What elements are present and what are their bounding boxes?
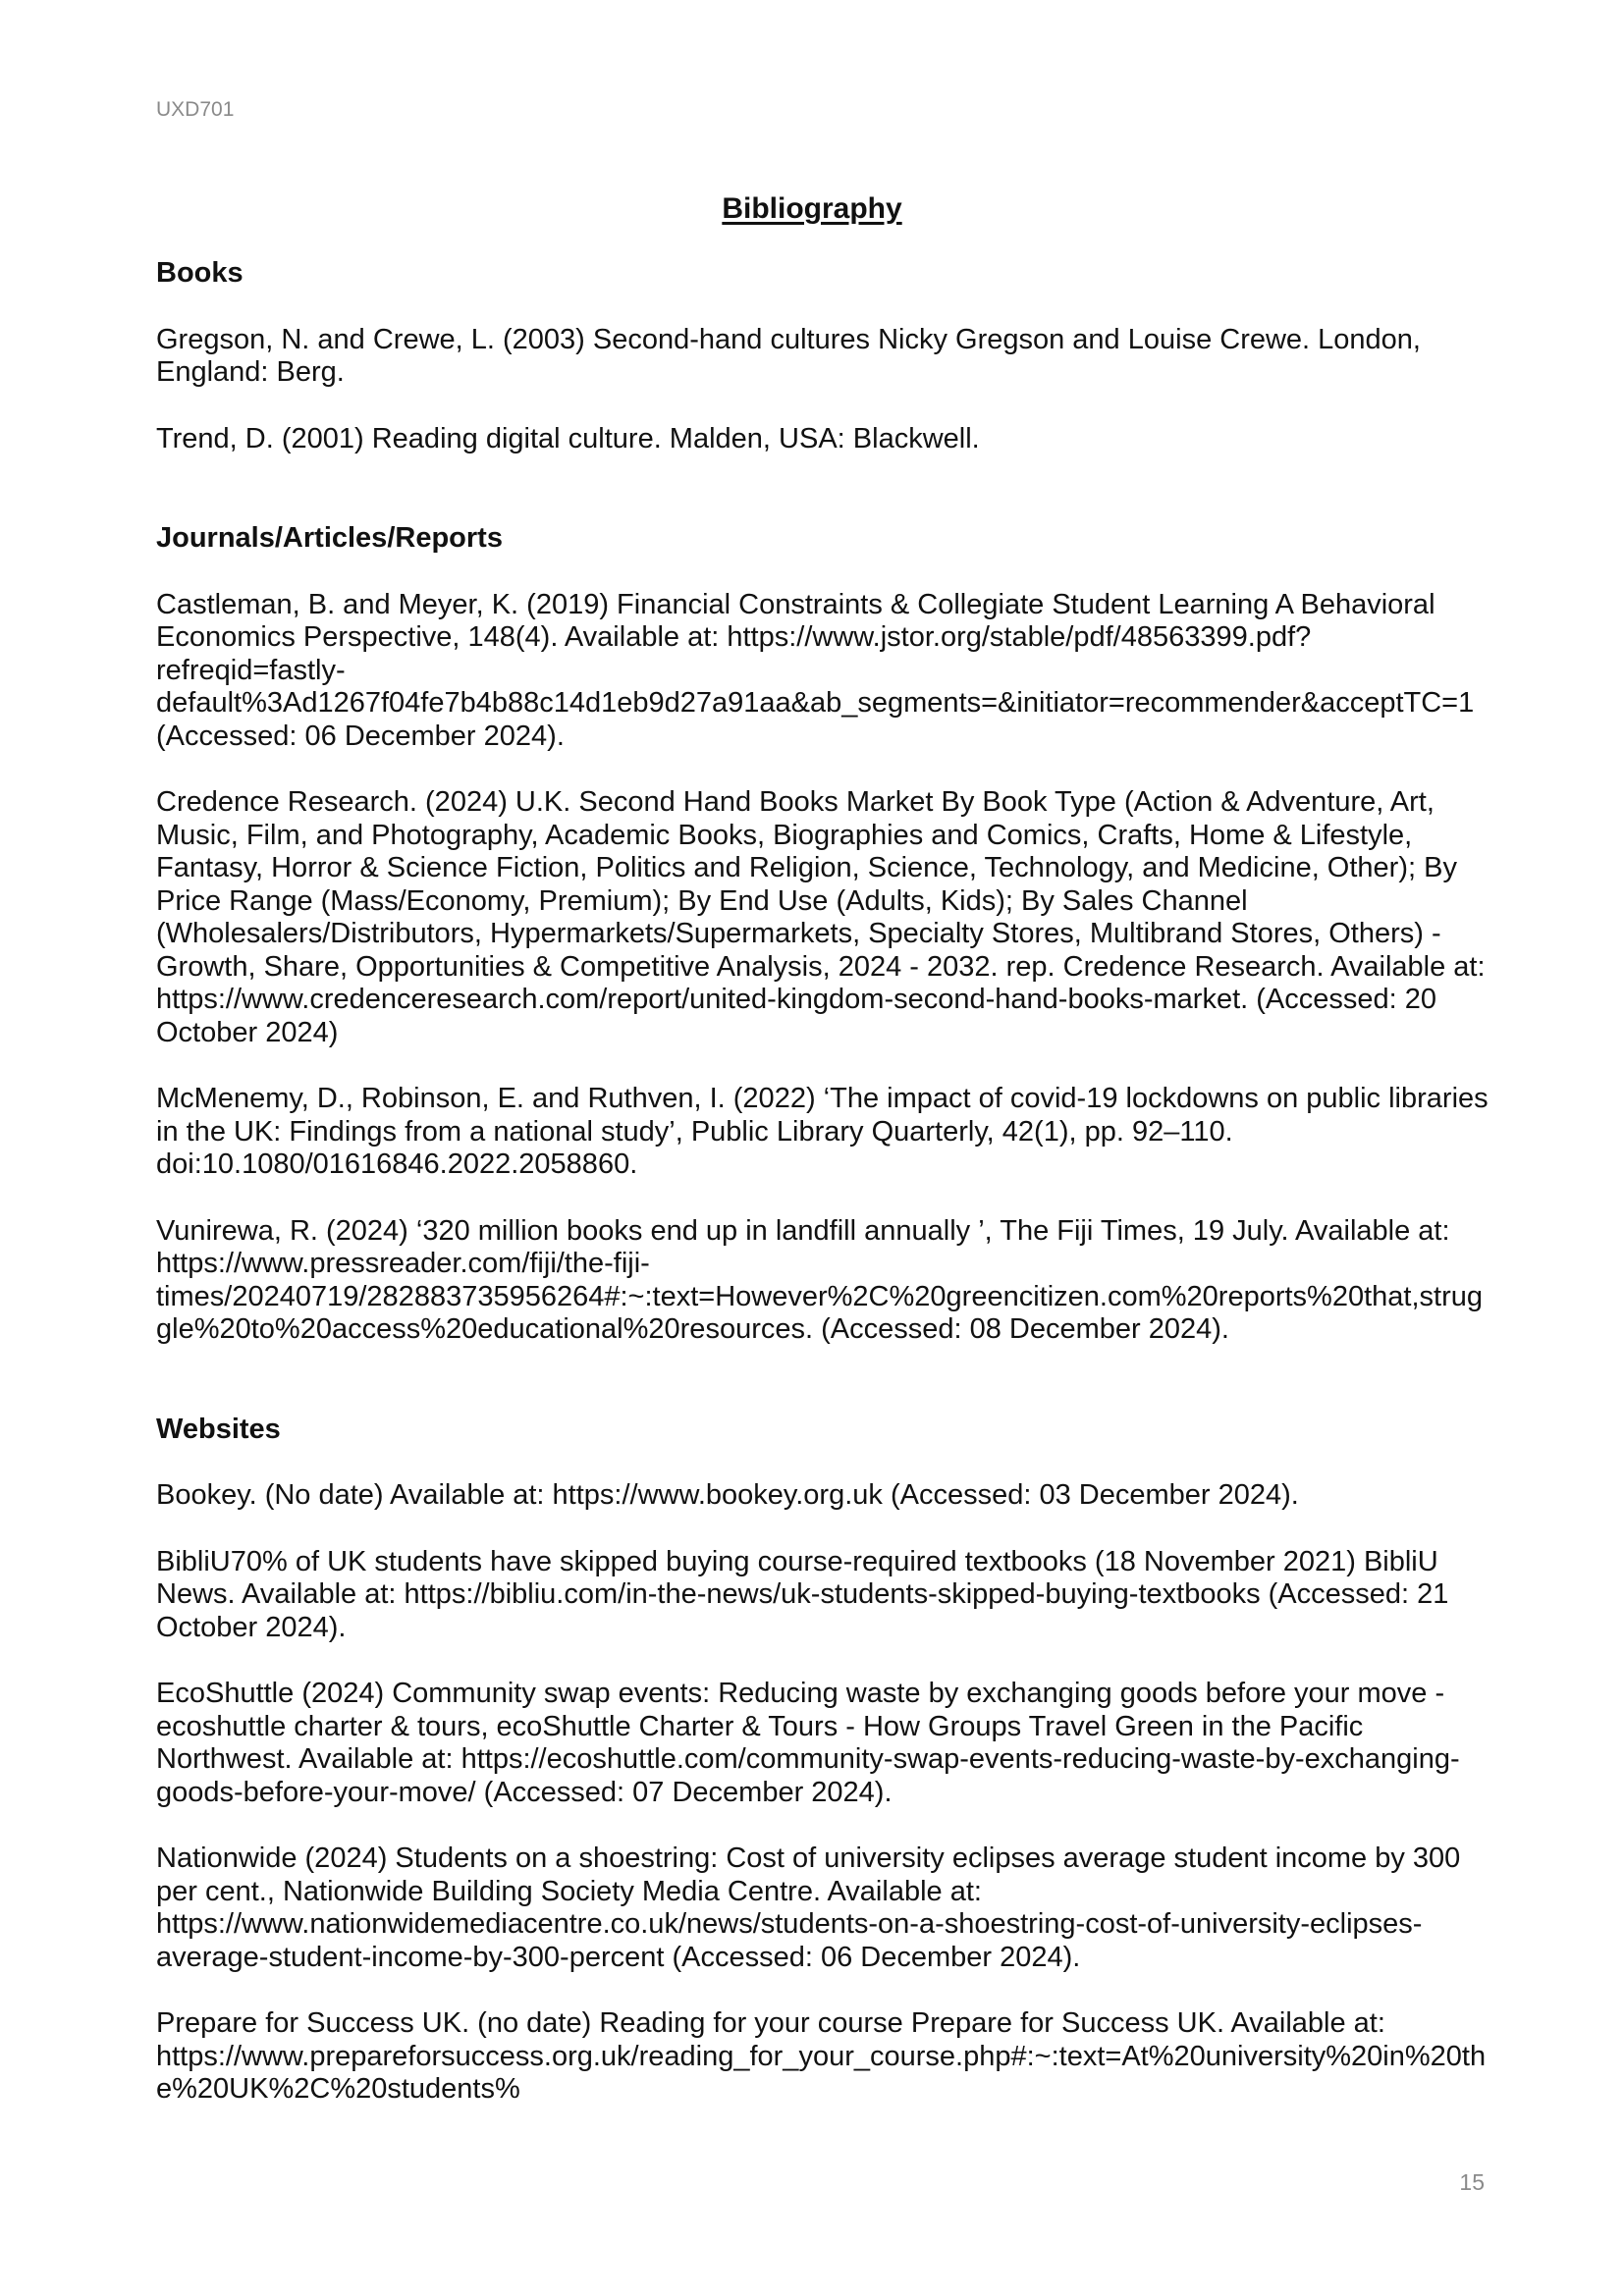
reference-entry: Gregson, N. and Crewe, L. (2003) Second-hand cultures Nicky Gregson and Louise Crewe. London, England: Berg. — [156, 323, 1421, 388]
reference-entry: BibliU70% of UK students have skipped buying course-required textbooks (18 November 2021) BibliU News. Available at: https://bibliu.com/in-the-news/uk-students-skipped-buying-textbooks (Accessed: 21 October 2024). — [156, 1545, 1449, 1643]
section-spacer — [156, 489, 1491, 522]
section-heading-journals: Journals/Articles/Reports — [156, 522, 503, 554]
reference-entry: McMenemy, D., Robinson, E. and Ruthven, I. (2022) ‘The impact of covid-19 lockdowns on public libraries in the UK: Findings from a national study’, Public Library Quarterly, 42(1), pp. 92–110. doi:10.1080/01616846.2022.2058860. — [156, 1083, 1489, 1180]
bibliography-content — [156, 257, 1491, 2140]
reference-entry: Credence Research. (2024) U.K. Second Hand Books Market By Book Type (Action & Adventure, Art, Music, Film, and Photography, Academic Books, Biographies and Comics, Crafts, Home & Lifestyle, Fantasy, Horror & Science Fiction, Politics and Religion, Science, Technology, and Medicine, Other); By Price Range (Mass/Economy, Premium); By End Use (Adults, Kids); By Sales Channel (Wholesalers/Distributors, Hypermarkets/Supermarkets, Specialty Stores, Multibrand Stores, Others) - Growth, Share, Opportunities & Competitive Analysis, 2024 - 2032. rep. Credence Research. Available at: https://www.credenceresearch.com/report/united-kingdom-second-hand-books-market. (Accessed: 20 October 2024) — [156, 786, 1486, 1048]
section-books — [156, 257, 1491, 455]
reference-entry: Trend, D. (2001) Reading digital culture. Malden, USA: Blackwell. — [156, 422, 980, 454]
reference-entry: EcoShuttle (2024) Community swap events: Reducing waste by exchanging goods before your move - ecoshuttle charter & tours, ecoShuttle Charter & Tours - How Groups Travel Green in the Pacific Northwest. Available at: https://ecoshuttle.com/community-swap-events-reducing-waste-by-exchanging-goods-before-your-move/ (Accessed: 07 December 2024). — [156, 1678, 1460, 1808]
reference-entry: Castleman, B. and Meyer, K. (2019) Financial Constraints & Collegiate Student Learning A Behavioral Economics Perspective, 148(4). Available at: https://www.jstor.org/stable/pdf/48563399.pdf?refreqid=fastly-default%3Ad1267f04fe7b4b88c14d1eb9d27a91aa&ab_segments=&initiator=recommender&acceptTC=1 (Accessed: 06 December 2024). — [156, 588, 1475, 752]
section-heading-websites: Websites — [156, 1413, 281, 1445]
section-heading-books: Books — [156, 257, 244, 289]
section-websites — [156, 1414, 1491, 2107]
reference-entry: Bookey. (No date) Available at: https://www.bookey.org.uk (Accessed: 03 December 2024). — [156, 1479, 1299, 1511]
page-number: 15 — [1459, 2169, 1485, 2195]
document-code: UXD701 — [156, 98, 235, 121]
reference-entry: Vunirewa, R. (2024) ‘320 million books end up in landfill annually ’, The Fiji Times, 19 July. Available at: https://www.pressreader.com/fiji/the-fiji-times/20240719/282883735956264#:~:text=However%2C%20greencitizen.com%20reports%20that,struggle%20to%20access%20educational%20resources. (Accessed: 08 December 2024). — [156, 1214, 1483, 1345]
reference-entry: Nationwide (2024) Students on a shoestring: Cost of university eclipses average student income by 300 per cent., Nationwide Building Society Media Centre. Available at: https://www.nationwidemediacentre.co.uk/news/students-on-a-shoestring-cost-of-university-eclipses-average-student-income-by-300-percent (Accessed: 06 December 2024). — [156, 1842, 1461, 1973]
reference-entry: Prepare for Success UK. (no date) Reading for your course Prepare for Success UK. Available at: https://www.prepareforsuccess.org.uk/reading_for_your_course.php#:~:text=At%20university%20in%20the%20UK%2C%20students% — [156, 2007, 1487, 2105]
section-journals — [156, 522, 1491, 1347]
page-title: Bibliography — [722, 192, 902, 225]
section-spacer — [156, 1380, 1491, 1414]
